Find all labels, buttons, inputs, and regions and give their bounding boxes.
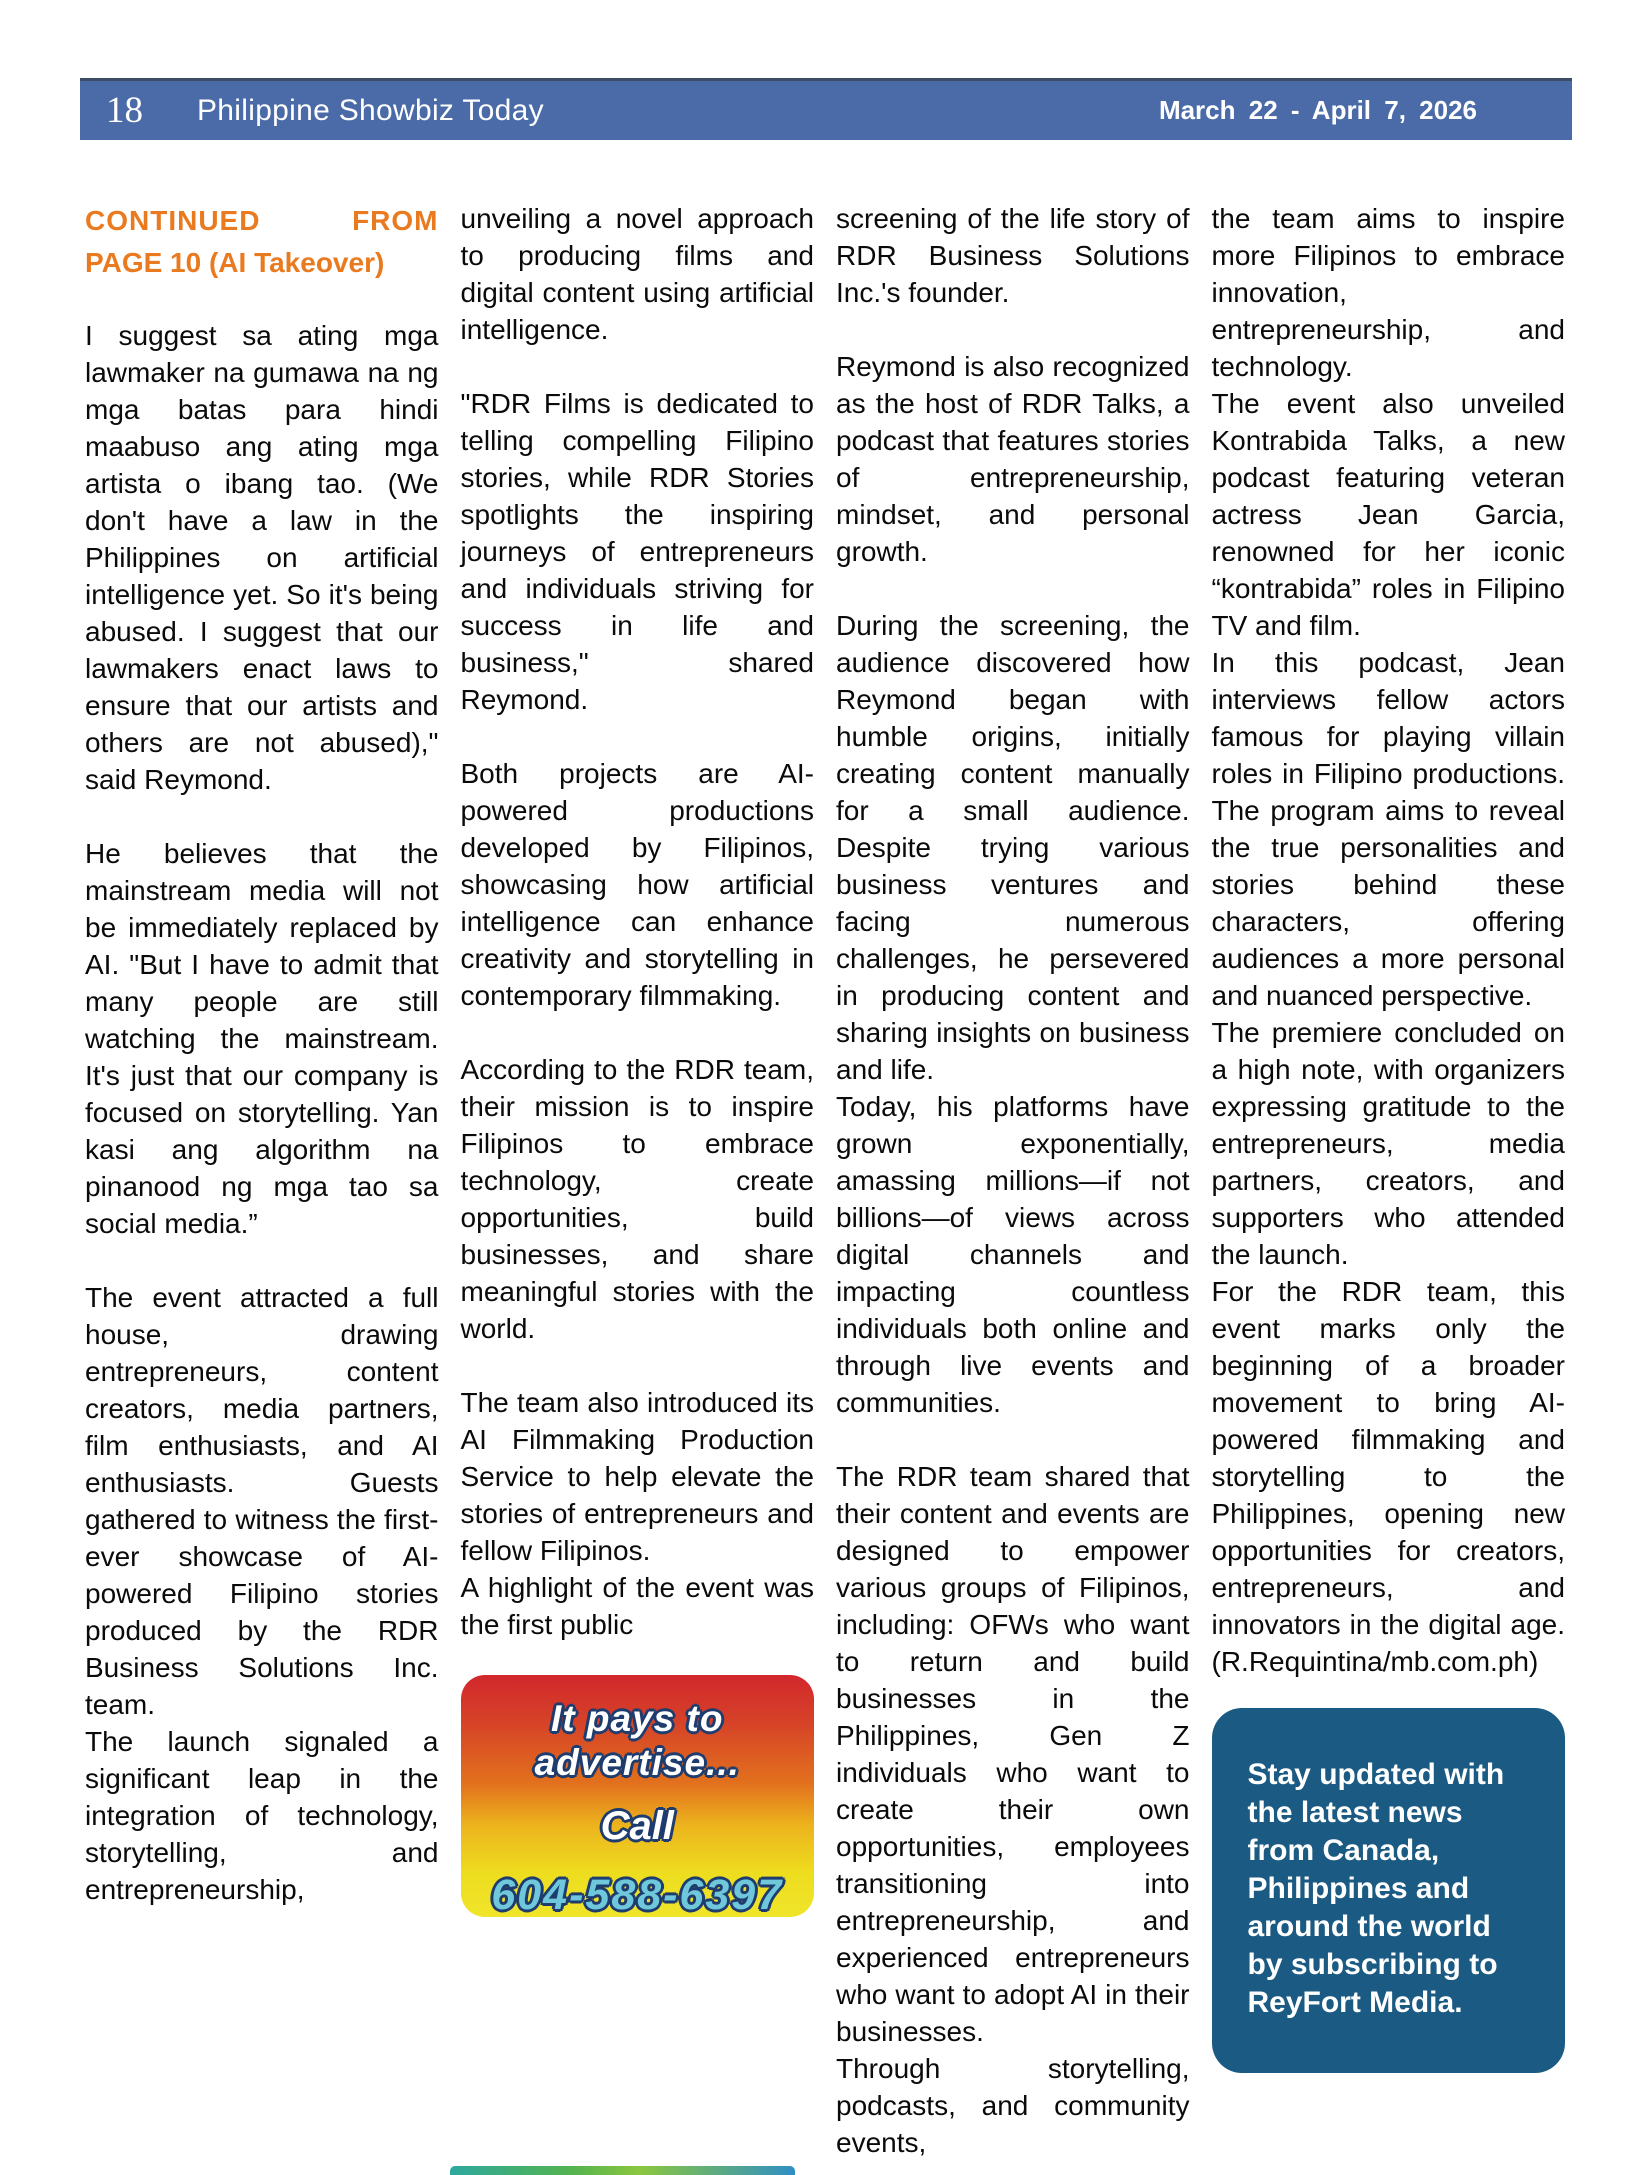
article-paragraph: unveiling a novel approach to producing films and digital content using artificial intelligence. (460, 203, 814, 345)
article-paragraph: The premiere concluded on a high note, with organizers expressing gratitude to the entrepreneurs, media partners, creators, and supporters who attended the launch. (1211, 1017, 1565, 1270)
article-paragraph: According to the RDR team, their mission is to inspire Filipinos to embrace technology, create opportunities, build businesses, and share meaningful stories with the world. (460, 1054, 814, 1344)
article-paragraph: Both projects are AI-powered productions developed by Filipinos, showcasing how artificial intelligence can enhance creativity and storytelling in contemporary filmmaking. (460, 758, 814, 1011)
ad-call-label: Call (600, 1804, 674, 1848)
ad-phone-number: 604-588-6397 (491, 1871, 784, 1919)
article-paragraph: Reymond is also recognized as the host of RDR Talks, a podcast that features stories of entrepreneurship, mindset, and personal growth. (836, 351, 1190, 567)
article-paragraph: The event also unveiled Kontrabida Talks, a new podcast featuring veteran actress Jean Garcia, renowned for her iconic “kontrabida” roles in Filipino TV and film. (1211, 388, 1565, 641)
article-paragraph: The event attracted a full house, drawing entrepreneurs, content creators, media partners, film enthusiasts, and AI enthusiasts. Guests gathered to witness the first-ever showcase of AI-powered Filipino stories produced by the RDR Business Solutions Inc. team. (85, 1282, 439, 1720)
column-3 (836, 200, 1190, 2161)
article-paragraph: The launch signaled a significant leap in the integration of technology, storytelling, and entrepreneurship, (85, 1726, 439, 1905)
article-paragraph: During the screening, the audience discovered how Reymond began with humble origins, initially creating content manually for a small audience. Despite trying various business ventures and facing numerous challenges, he persevered in producing content and sharing insights on business and life. (836, 610, 1190, 1085)
column-4 (1212, 200, 1566, 2161)
subscribe-text: Stay updated with the latest news from Canada, Philippines and around the world by subscribing to ReyFort Media. (1247, 1758, 1505, 2019)
article-paragraph: Today, his platforms have grown exponentially, amassing millions—if not billions—of views across digital channels and impacting countless individuals both online and through live events and communities. (836, 1091, 1190, 1418)
advertise-promo-box (461, 1675, 815, 1917)
article-paragraph: The RDR team shared that their content and events are designed to empower various groups of Filipinos, including: OFWs who want to return and build businesses in the Philippines, Gen Z individuals who want to create their own opportunities, employees transitioning into entrepreneurship, and experienced entrepreneurs who want to adopt AI in their businesses. (836, 1461, 1190, 2047)
column-1 (85, 200, 439, 2161)
bottom-cutoff-ad-strip (450, 2166, 795, 2175)
article-paragraph: A highlight of the event was the first public (460, 1572, 814, 1640)
article-paragraph: screening of the life story of RDR Business Solutions Inc.'s founder. (836, 203, 1190, 308)
article-paragraph: The team also introduced its AI Filmmaking Production Service to help elevate the stories of entrepreneurs and fellow Filipinos. (460, 1387, 814, 1566)
subscribe-promo-box (1212, 1708, 1566, 2073)
ad-line-1: It pays to (551, 1698, 724, 1739)
publication-title: Philippine Showbiz Today (197, 93, 544, 127)
article-paragraph: In this podcast, Jean interviews fellow actors famous for playing villain roles in Filipino productions. The program aims to reveal the true personalities and stories behind these characters, offering audiences a more personal and nuanced perspective. (1211, 647, 1565, 1011)
column-2 (461, 200, 815, 2161)
continued-heading-line-1: CONTINUED FROM (85, 205, 439, 236)
issue-date: March 22 - April 7, 2026 (1158, 95, 1477, 125)
ad-line-2: advertise... (534, 1742, 740, 1783)
article-paragraph: He believes that the mainstream media will not be immediately replaced by AI. "But I have to admit that many people are still watching the mainstream. It's just that our company is focused on storytelling. Yan kasi ang algorithm na pinanood ng mga tao sa social media.” (85, 838, 439, 1239)
article-paragraph: Through storytelling, podcasts, and community events, (836, 2053, 1190, 2158)
page-number: 18 (106, 90, 143, 131)
continued-heading (85, 200, 439, 284)
masthead-bar (80, 78, 1572, 140)
article-paragraph: I suggest sa ating mga lawmaker na gumawa na ng mga batas para hindi maabuso ang ating mga artista o ibang tao. (We don't have a law in the Philippines on artificial intelligence yet. So it's being abused. I suggest that our lawmakers enact laws to ensure that our artists and others are not abused)," said Reymond. (85, 320, 439, 795)
article-body (85, 200, 1565, 2161)
article-paragraph: For the RDR team, this event marks only the beginning of a broader movement to bring AI-powered filmmaking and storytelling to the Philippines, opening new opportunities for creators, entrepreneurs, and innovators in the digital age. (R.Requintina/mb.com.ph) (1211, 1276, 1565, 1677)
article-paragraph: "RDR Films is dedicated to telling compelling Filipino stories, while RDR Stories spotlights the inspiring journeys of entrepreneurs and individuals striving for success in life and business," shared Reymond. (460, 388, 814, 715)
continued-heading-line-2: PAGE 10 (AI Takeover) (85, 247, 385, 278)
article-paragraph: the team aims to inspire more Filipinos to embrace innovation, entrepreneurship, and technology. (1211, 203, 1565, 382)
